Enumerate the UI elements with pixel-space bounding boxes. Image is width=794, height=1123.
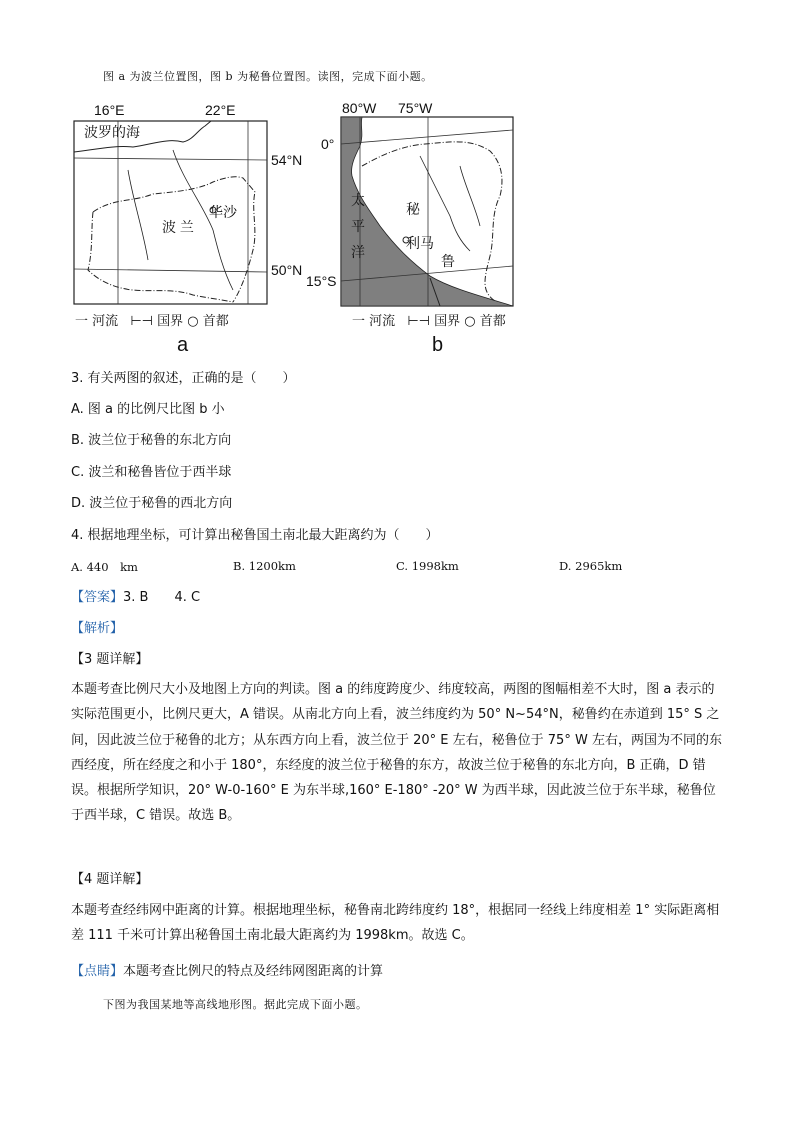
map-b-frame bbox=[340, 116, 516, 308]
q3-option-a: A. 图 a 的比例尺比图 b 小 bbox=[71, 402, 225, 417]
map-a-lat-bottom: 50°N bbox=[271, 262, 303, 278]
detail-4-text: 本题考查经纬网中距离的计算。根据地理坐标，秘鲁南北跨纬度约 18°，根据同一经线上纬度相差 1° 实际距离相差 111 千米可计算出秘鲁国土南北最大距离约为 1998km。故选 C。 bbox=[71, 903, 720, 944]
q4-option-c: C. 1998km bbox=[396, 559, 459, 573]
map-b-country-char-2: 鲁 bbox=[441, 253, 455, 269]
border-icon: ⊢⊣ bbox=[130, 314, 153, 329]
point-tag: 【点睛】 bbox=[71, 964, 124, 979]
q4-stem: 4. 根据地理坐标，可计算出秘鲁国土南北最大距离约为（ ） bbox=[71, 528, 439, 543]
border-icon: ⊢⊣ bbox=[407, 314, 430, 329]
q4-option-b: B. 1200km bbox=[233, 559, 296, 573]
q4-option-a: A. 440 km bbox=[71, 560, 138, 574]
q3-stem: 3. 有关两图的叙述，正确的是（ ） bbox=[71, 371, 296, 386]
map-a-capital-label: 华沙 bbox=[209, 204, 237, 220]
map-b-ocean-char-3: 洋 bbox=[351, 244, 365, 260]
q3-option-b: B. 波兰位于秘鲁的东北方向 bbox=[71, 433, 232, 448]
detail-3-tag: 【3 题详解】 bbox=[71, 652, 149, 667]
map-a-caption: a bbox=[177, 334, 189, 356]
map-b-ocean-char-2: 平 bbox=[351, 218, 365, 234]
point-line bbox=[71, 963, 383, 981]
river-icon: 一 bbox=[352, 314, 366, 329]
map-b-lat-top: 0° bbox=[321, 136, 335, 152]
map-a-lon-right: 22°E bbox=[205, 102, 236, 118]
q3-option-d: D. 波兰位于秘鲁的西北方向 bbox=[71, 496, 233, 511]
detail-4-tag: 【4 题详解】 bbox=[71, 872, 149, 887]
river-icon: 一 bbox=[75, 314, 89, 329]
map-b-country-char-1: 秘 bbox=[406, 201, 420, 217]
map-a-legend: 一 河流 ⊢⊣ 国界 ○ 首都 bbox=[75, 314, 229, 329]
answer-line bbox=[71, 589, 200, 607]
map-a-lat-top: 54°N bbox=[271, 152, 303, 168]
next-intro-text: 下图为我国某地等高线地形图。据此完成下面小题。 bbox=[103, 998, 368, 1011]
map-b-legend: 一 河流 ⊢⊣ 国界 ○ 首都 bbox=[352, 314, 506, 329]
map-b-lon-left: 80°W bbox=[342, 100, 377, 116]
analysis-tag: 【解析】 bbox=[71, 621, 124, 636]
q4-option-d: D. 2965km bbox=[559, 559, 623, 573]
detail-3-text: 本题考查比例尺大小及地图上方向的判读。图 a 的纬度跨度少、纬度较高，两图的图幅相差不大时，图 a 表示的实际范围更小，比例尺更大，A 错误。从南北方向上看，波兰纬度约为 50° N~54°N，秘鲁约在赤道到 15° S 之间，因此波兰位于秘鲁的北方；从东西方向上看，波兰位于 20° E 左右，秘鲁位于 75° W 左右，两国为不同的东西经度，所在经度之和小于 180°，东经度的波兰位于秘鲁的东方，故波兰位于秘鲁的东北方向，B 正确，D 错误。根据所学知识，20° W-0-160° E 为东半球,160° E-180° -20° W 为西半球，因此波兰位于东半球，秘鲁位于西半球，C 错误。故选 B。 bbox=[71, 682, 722, 824]
map-b-capital-label: 利马 bbox=[406, 235, 434, 251]
point-text: 本题考查比例尺的特点及经纬网图距离的计算 bbox=[123, 964, 384, 979]
intro-text: 图 a 为波兰位置图，图 b 为秘鲁位置图。读图，完成下面小题。 bbox=[103, 70, 433, 83]
answer-tag: 【答案】 bbox=[71, 590, 124, 605]
map-b-caption: b bbox=[432, 334, 444, 356]
q3-option-c: C. 波兰和秘鲁皆位于西半球 bbox=[71, 465, 232, 480]
capital-icon: ○ bbox=[187, 314, 199, 329]
capital-icon: ○ bbox=[464, 314, 476, 329]
map-a-frame bbox=[73, 120, 273, 306]
answer-text: 3. B 4. C bbox=[123, 590, 201, 605]
map-a-lon-left: 16°E bbox=[94, 102, 125, 118]
map-b-lon-right: 75°W bbox=[398, 100, 433, 116]
map-b-ocean-char-1: 太 bbox=[351, 192, 365, 208]
map-b-lat-bottom: 15°S bbox=[306, 273, 337, 289]
map-a-sea-label: 波罗的海 bbox=[84, 124, 140, 140]
map-a-country-label: 波 兰 bbox=[162, 219, 194, 235]
